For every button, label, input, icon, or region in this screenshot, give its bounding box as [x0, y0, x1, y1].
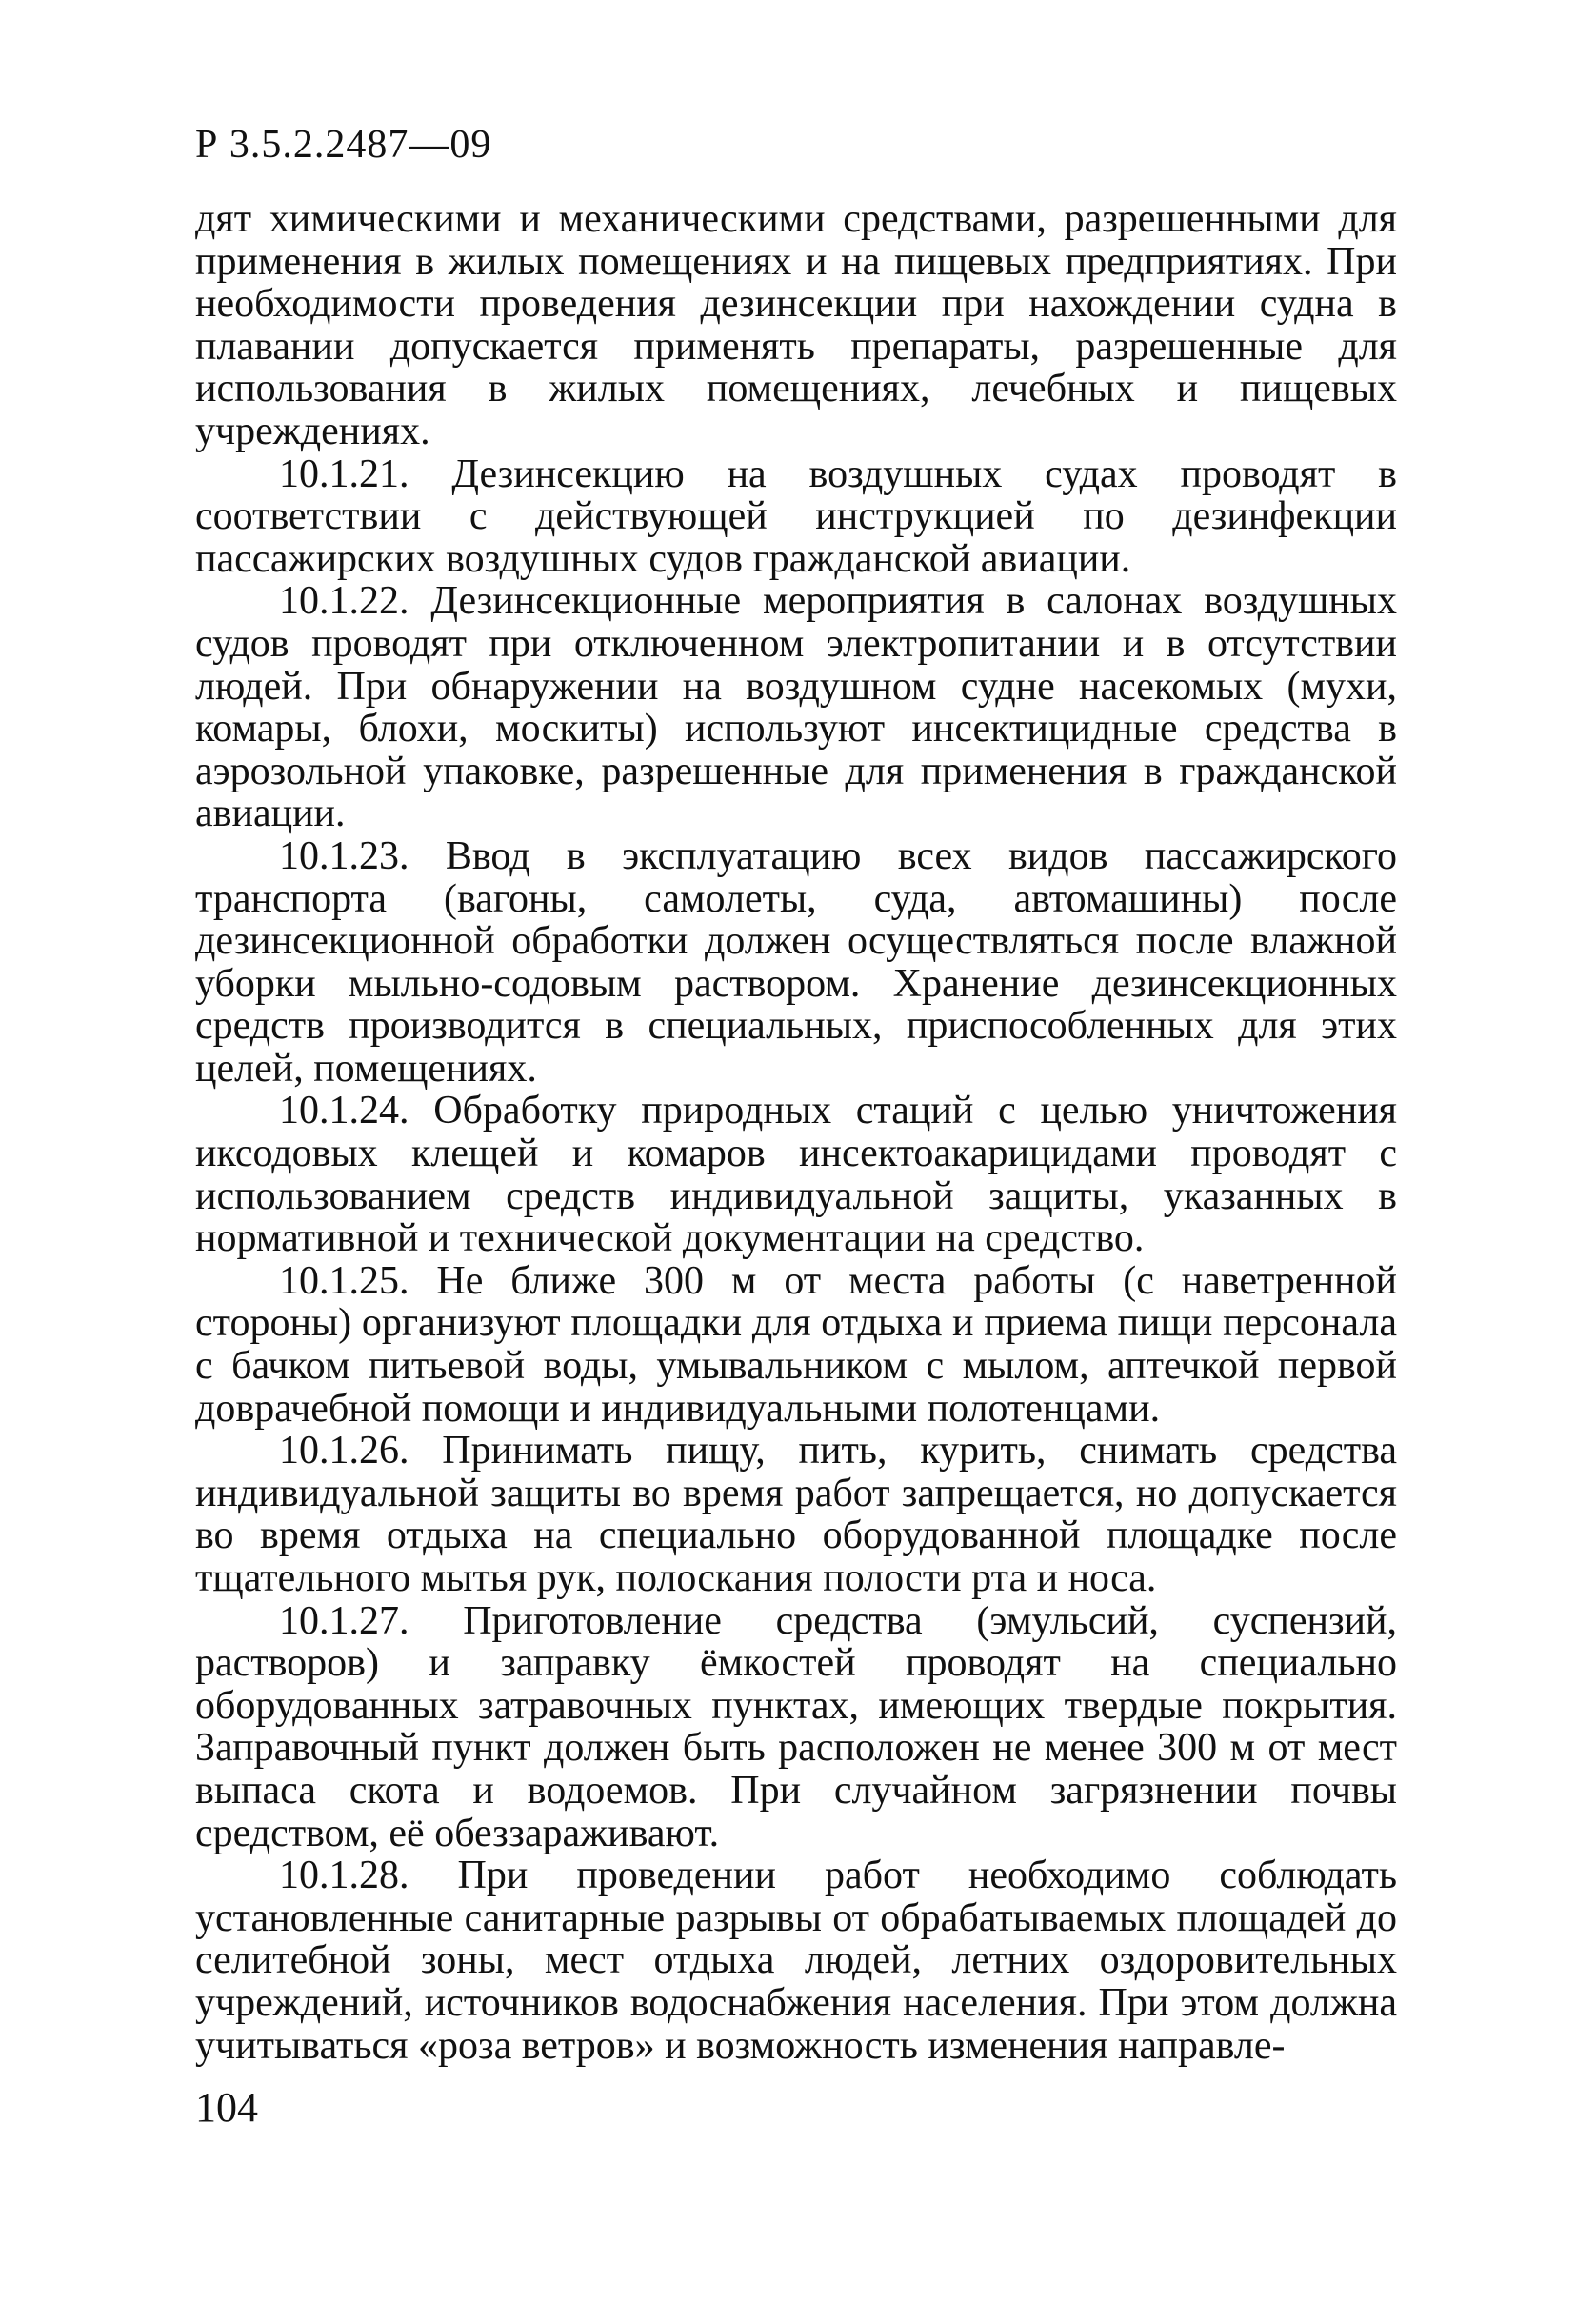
paragraph-continuation: дят химическими и механическими средствами, разрешенными для применения в жилых помещениях и на пищевых предприятиях. При необходимости проведения дезинсекции при нахождении судна в плавании допускается применять препараты, разрешенные для использования в жилых помещениях, лечебных и пищевых учреждениях.	[195, 197, 1397, 453]
page-number: 104	[195, 2084, 258, 2131]
paragraph-10-1-26: 10.1.26. Принимать пищу, пить, курить, снимать средства индивидуальной защиты во время работ запрещается, но допускается во время отдыха на специально оборудованной площадке после тщательного мытья рук, полоскания полости рта и носа.	[195, 1429, 1397, 1600]
body-text	[195, 198, 1397, 2067]
paragraph-10-1-23: 10.1.23. Ввод в эксплуатацию всех видов пассажирского транспорта (вагоны, самолеты, суда, автомашины) после дезинсекционной обработки должен осуществляться после влажной уборки мыльно-содовым раствором. Хранение дезинсекционных средств производится в специальных, приспособленных для этих целей, помещениях.	[195, 833, 1397, 1091]
paragraph-10-1-22: 10.1.22. Дезинсекционные мероприятия в салонах воздушных судов проводят при отключенном электропитании и в отсутствии людей. При обнаружении на воздушном судне насекомых (мухи, комары, блохи, москиты) используют инсектицидные средства в аэрозольной упаковке, разрешенные для применения в гражданской авиации.	[195, 579, 1397, 836]
document-code-header: Р 3.5.2.2487—09	[195, 123, 492, 167]
paragraph-10-1-24: 10.1.24. Обработку природных стаций с целью уничтожения иксодовых клещей и комаров инсектоакарицидами проводят с использованием средств индивидуальной защиты, указанных в нормативной и технической документации на средство.	[195, 1089, 1397, 1261]
paragraph-10-1-21: 10.1.21. Дезинсекцию на воздушных судах проводят в соответствии с действующей инструкцией по дезинфекции пассажирских воздушных судов гражданской авиации.	[195, 451, 1397, 581]
paragraph-10-1-25: 10.1.25. Не ближе 300 м от места работы (с наветренной стороны) организуют площадки для отдыха и приема пищи персонала с бачком питьевой воды, умывальником с мылом, аптечкой первой доврачебной помощи и индивидуальными полотенцами.	[195, 1258, 1397, 1431]
paragraph-10-1-28: 10.1.28. При проведении работ необходимо соблюдать установленные санитарные разрывы от обрабатываемых площадей до селитебной зоны, мест отдыха людей, летних оздоровительных учреждений, источников водоснабжения населения. При этом должна учитываться «роза ветров» и возможность изменения направле-	[195, 1854, 1397, 2068]
paragraph-10-1-27: 10.1.27. Приготовление средства (эмульсий, суспензий, растворов) и заправку ёмкостей проводят на специально оборудованных затравочных пунктах, имеющих твердые покрытия. Заправочный пункт должен быть расположен не менее 300 м от мест выпаса скота и водоемов. При случайном загрязнении почвы средством, её обеззараживают.	[195, 1598, 1397, 1855]
